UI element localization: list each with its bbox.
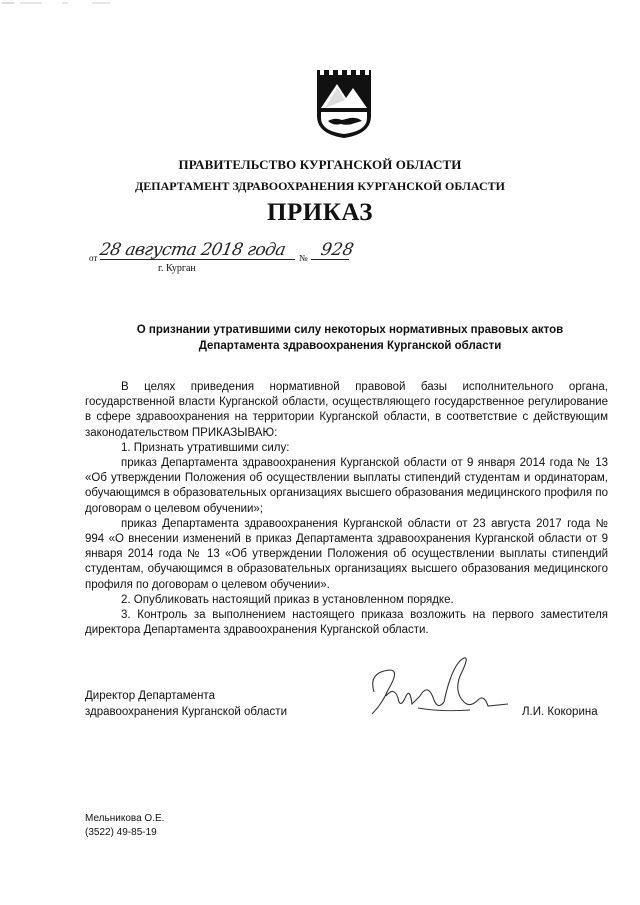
- order-subject-line-1: О признании утратившими силу некоторых нормативных правовых актов: [136, 324, 564, 336]
- order-number-handwritten: 928: [319, 240, 356, 260]
- number-label: №: [299, 253, 308, 263]
- repealed-order-2-paragraph: приказ Департамента здравоохранения Курганской области от 23 августа 2017 года № 994 «О внесении изменений в приказ Департамента здравоохранения Курганской области от 9 января 2014 года № 13 «Об утверждении Положения об осуществлении выплаты стипендий студентам, обучающимся в образовательных организациях высшего образования медицинского профиля по договорам о целевом обучении».: [85, 517, 608, 591]
- executor-phone: (3522) 49-85-19: [85, 827, 157, 838]
- order-date-handwritten: 28 августа 2018 года: [98, 240, 287, 260]
- handwritten-signature: [360, 652, 510, 732]
- city-label: г. Курган: [158, 263, 196, 274]
- number-underline: [311, 259, 349, 260]
- clause-2-paragraph: 2. Опубликовать настоящий приказ в установленном порядке.: [121, 593, 454, 606]
- government-name: ПРАВИТЕЛЬСТВО КУРГАНСКОЙ ОБЛАСТИ: [178, 157, 462, 172]
- clause-3-paragraph: 3. Контроль за выполнением настоящего приказа возложить на первого заместителя директора Департамента здравоохранения Курганской области.: [85, 609, 608, 637]
- clause-1-paragraph: 1. Признать утратившими силу:: [121, 441, 290, 454]
- preamble-paragraph: В целях приведения нормативной правовой базы исполнительного органа, государственной власти Курганской области, осуществляющего государственное регулирование в сфере здравоохранения на территории Курганской области, в соответствие с действующим законодательством ПРИКАЗЫВАЮ:: [85, 381, 608, 439]
- document-type-title: ПРИКАЗ: [267, 199, 373, 226]
- order-body: [85, 380, 608, 638]
- order-date-number-line: [89, 240, 389, 267]
- scan-artifact: [2, 0, 122, 8]
- date-from-label: от: [89, 253, 98, 263]
- department-name: ДЕПАРТАМЕНТ ЗДРАВООХРАНЕНИЯ КУРГАНСКОЙ ОБЛАСТИ: [135, 179, 505, 193]
- date-underline: [100, 259, 295, 260]
- repealed-order-1-paragraph: приказ Департамента здравоохранения Курганской области от 9 января 2014 года № 13 «Об утверждении Положения об осуществлении выплаты стипендий студентам и ординаторам, обучающимся в образовательных организациях высшего образования медицинского профиля по договорам о целевом обучении»;: [85, 457, 608, 515]
- order-subject-line-2: Департамента здравоохранения Курганской области: [198, 340, 502, 352]
- executor-name: Мельникова О.Е.: [85, 813, 165, 824]
- kurgan-coat-of-arms-icon: [315, 68, 373, 140]
- signer-role-line-2: здравоохранения Курганской области: [85, 706, 287, 718]
- signer-role-line-1: Директор Департамента: [85, 690, 215, 702]
- signer-name: Л.И. Кокорина: [522, 706, 598, 718]
